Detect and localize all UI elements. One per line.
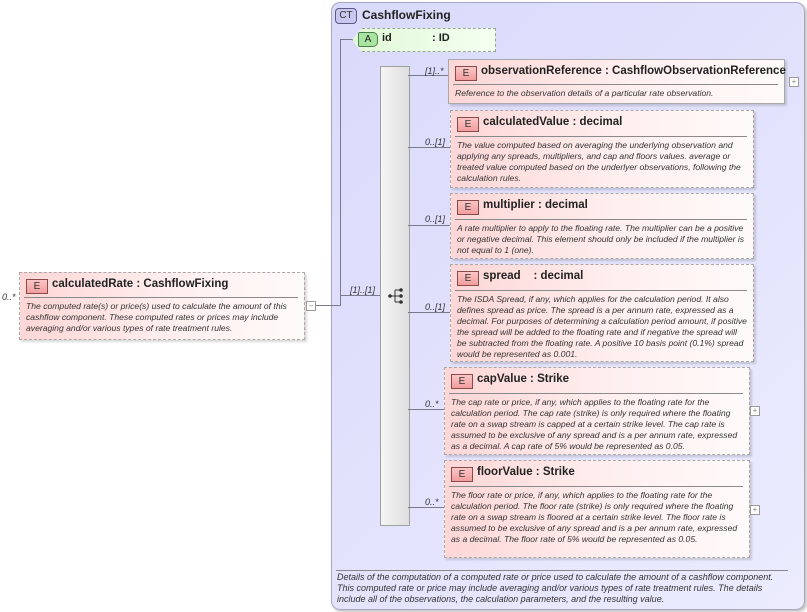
element-title: calculatedValue : decimal [483, 116, 623, 128]
element-badge: E [457, 271, 479, 286]
expand-toggle[interactable]: + [750, 406, 760, 416]
element-title: spread : decimal [483, 270, 584, 282]
element-calculatedValue[interactable] [450, 110, 754, 188]
element-badge: E [451, 374, 473, 389]
separator [453, 84, 778, 85]
complex-type-title: CashflowFixing [362, 8, 451, 22]
separator [455, 290, 747, 291]
attribute-type: : ID [432, 32, 450, 44]
element-title: capValue : Strike [477, 373, 570, 385]
cardinality: 0..[1] [425, 302, 446, 312]
element-badge: E [451, 467, 473, 482]
separator [449, 486, 743, 487]
connector [408, 409, 445, 410]
element-documentation: The floor rate or price, if any, which applies to the floating rate for the calculation period. The floor rate (strike) is only required where the floating rate on a swap stream is floored at a certain strike level. The floor rate is assumed to be exclusive of any spread and is a per annum rate, expressed as a decimal. The floor rate of 5% would be represented as 0.05. [451, 490, 738, 544]
cardinality: 0..* [425, 399, 439, 409]
complex-type-documentation: Details of the computation of a computed rate or price used to calculate the amount of a cashflow component. This computed rate or price may include averaging and/or various types of rate treatment rules. The details include all of the observations, the calculation parameters, and the resulting value. [337, 572, 774, 604]
cardinality: [1]..* [425, 66, 444, 76]
element-observationReference[interactable] [448, 59, 785, 104]
element-documentation: The value computed based on averaging the underlying observation and applying any spreads, multipliers, and cap and floors values. average or treated value computed based on the underlyer observations, following the calculation rules. [457, 140, 741, 183]
element-capValue[interactable] [444, 367, 750, 455]
element-spread[interactable] [450, 264, 754, 362]
element-badge: E [26, 279, 48, 294]
sequence-icon [387, 287, 405, 305]
attribute-badge: A [358, 32, 378, 47]
attribute-name: id [382, 32, 392, 44]
connector [408, 312, 450, 313]
element-badge: E [457, 200, 479, 215]
connector [408, 225, 450, 226]
element-documentation: Reference to the observation details of a particular rate observation. [455, 88, 714, 98]
separator [455, 136, 747, 137]
complex-type-badge: CT [335, 8, 357, 24]
expand-toggle[interactable]: + [789, 77, 799, 87]
cardinality: 0..* [425, 497, 439, 507]
separator [455, 219, 747, 220]
root-cardinality: 0..* [2, 292, 16, 302]
connector [316, 305, 331, 306]
element-multiplier[interactable] [450, 193, 754, 259]
separator [449, 393, 743, 394]
element-title: multiplier : decimal [483, 199, 588, 211]
sequence-cardinality: [1]..[1] [350, 285, 376, 295]
element-calculatedRate[interactable] [19, 272, 305, 340]
cardinality: 0..[1] [425, 137, 446, 147]
attribute-id[interactable] [352, 28, 494, 50]
connector [408, 147, 450, 148]
separator [24, 297, 298, 298]
collapse-toggle[interactable]: − [306, 301, 316, 311]
element-documentation: The ISDA Spread, if any, which applies for the calculation period. It also defines spread as price. The spread is a per annum rate, expressed as a decimal. For purposes of determining a calculation period amount, if positive the spread will be added to the floating rate and if negative the spread will be subtracted from the floating rate. A positive 10 basis point (0.1%) spread would be represented as 0.001. [457, 294, 747, 359]
element-documentation: The computed rate(s) or price(s) used to calculate the amount of this cashflow component. These computed rates or prices may include averaging and/or various types of rate treatment rules. [26, 301, 287, 333]
element-title: observationReference : CashflowObservationReference [481, 65, 786, 77]
element-floorValue[interactable] [444, 460, 750, 558]
connector [331, 305, 341, 306]
element-title: calculatedRate : CashflowFixing [52, 278, 229, 290]
expand-toggle[interactable]: + [750, 505, 760, 515]
separator [336, 570, 788, 571]
connector [340, 39, 341, 305]
element-badge: E [457, 117, 479, 132]
element-badge: E [455, 66, 477, 81]
cardinality: 0..[1] [425, 214, 446, 224]
connector [408, 507, 445, 508]
element-documentation: The cap rate or price, if any, which applies to the floating rate for the calculation period. The cap rate (strike) is only required where the floating rate on a swap stream is capped at a certain strike level. The cap rate is assumed to be exclusive of any spread and is a per annum rate, expressed as a decimal. A cap rate of 5% would be represented as 0.05. [451, 397, 738, 451]
element-title: floorValue : Strike [477, 466, 575, 478]
connector [340, 295, 380, 296]
element-documentation: A rate multiplier to apply to the floating rate. The multiplier can be a positive or negative decimal. This element should only be included if the multiplier is not equal to 1 (one). [457, 223, 745, 255]
